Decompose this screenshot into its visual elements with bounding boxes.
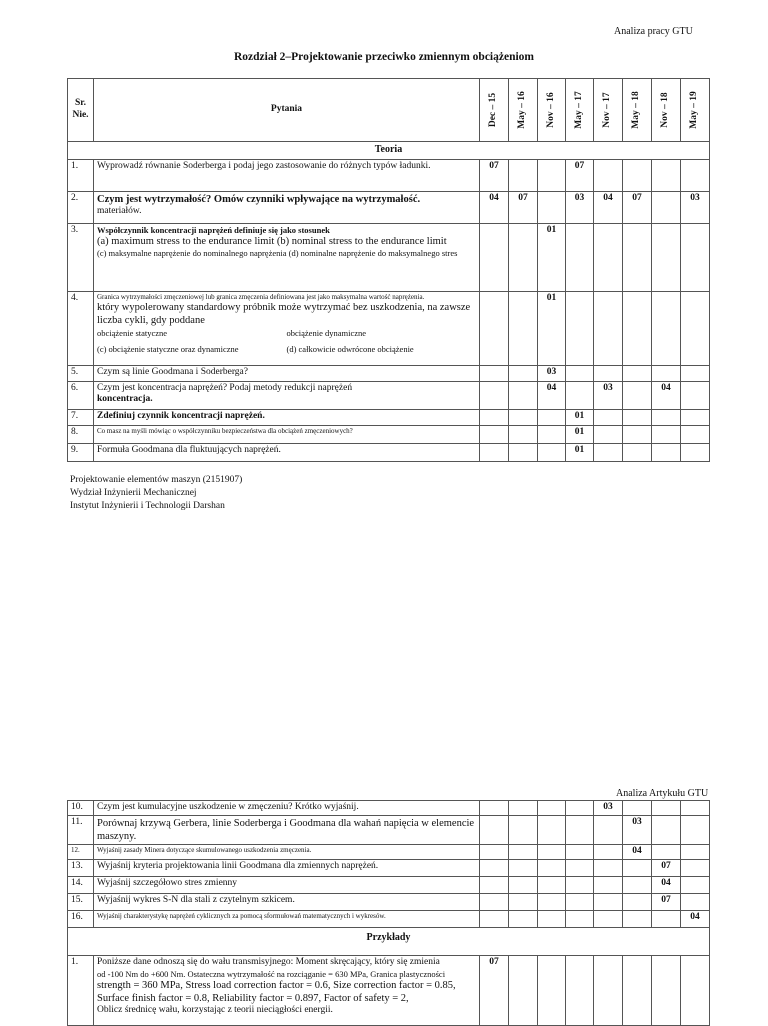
mark-cell: 01 [538, 223, 566, 291]
session-header: May – 17 [566, 79, 594, 142]
mark-cell [652, 291, 681, 365]
question-text: Wyprowadź równanie Soderberga i podaj jego zastosowanie do różnych typów ładunki. [94, 159, 480, 191]
mark-cell: 07 [480, 955, 509, 1025]
mark-cell: 01 [566, 443, 594, 461]
mark-cell [594, 845, 623, 860]
mark-cell: 03 [594, 381, 623, 409]
mark-cell [509, 801, 538, 816]
mark-cell: 07 [652, 894, 681, 911]
mark-cell [623, 894, 652, 911]
mark-cell [623, 291, 652, 365]
mark-cell [594, 816, 623, 845]
footer-department: Wydział Inżynierii Mechanicznej [70, 487, 197, 498]
table-row [68, 191, 710, 223]
table-row [68, 443, 710, 461]
mark-cell [652, 223, 681, 291]
table-row [68, 159, 710, 191]
mark-cell [538, 159, 566, 191]
table-row [68, 816, 710, 845]
mark-cell [538, 911, 566, 928]
mark-cell [681, 159, 710, 191]
table-row [68, 409, 710, 425]
row-number: 16. [68, 911, 94, 928]
mark-cell [566, 816, 594, 845]
mark-cell [566, 291, 594, 365]
mark-cell [538, 816, 566, 845]
table-row [68, 291, 710, 365]
mark-cell: 03 [623, 816, 652, 845]
mark-cell [623, 911, 652, 928]
mark-cell [594, 409, 623, 425]
mark-cell [509, 409, 538, 425]
mark-cell [594, 365, 623, 381]
row-number: 13. [68, 860, 94, 877]
mark-cell [480, 816, 509, 845]
row-number: 10. [68, 801, 94, 816]
mark-cell [652, 425, 681, 443]
mark-cell [538, 845, 566, 860]
row-number: 1. [68, 955, 94, 1025]
row-number: 11. [68, 816, 94, 845]
mark-cell [480, 409, 509, 425]
mark-cell: 01 [538, 291, 566, 365]
mark-cell [480, 894, 509, 911]
mark-cell [652, 191, 681, 223]
mark-cell [623, 409, 652, 425]
mark-cell: 03 [681, 191, 710, 223]
mark-cell [652, 801, 681, 816]
question-text: Czym jest wytrzymałość? Omów czynniki wpływające na wytrzymałość. materiałów. [94, 191, 480, 223]
mark-cell [509, 381, 538, 409]
mark-cell [594, 425, 623, 443]
mark-cell [509, 425, 538, 443]
mark-cell [480, 425, 509, 443]
mark-cell [509, 877, 538, 894]
mark-cell [509, 860, 538, 877]
mark-cell [509, 443, 538, 461]
mark-cell [681, 291, 710, 365]
mark-cell [566, 911, 594, 928]
mark-cell [509, 291, 538, 365]
mark-cell [623, 159, 652, 191]
question-text: Zdefiniuj czynnik koncentracji naprężeń. [94, 409, 480, 425]
mark-cell: 04 [623, 845, 652, 860]
mark-cell [538, 860, 566, 877]
session-header: Dec – 15 [480, 79, 509, 142]
footer-course: Projektowanie elementów maszyn (2151907) [70, 475, 243, 485]
mark-cell [594, 894, 623, 911]
mark-cell [594, 223, 623, 291]
question-text: Wyjaśnij zasady Minera dotyczące skumulowanego uszkodzenia zmęczenia. [94, 845, 480, 860]
mark-cell [480, 291, 509, 365]
mark-cell [594, 911, 623, 928]
mark-cell [623, 381, 652, 409]
mark-cell [594, 860, 623, 877]
row-number: 3. [68, 223, 94, 291]
question-text: Formuła Goodmana dla fluktuujących naprężeń. [94, 443, 480, 461]
row-number: 9. [68, 443, 94, 461]
mark-cell [681, 365, 710, 381]
mark-cell: 04 [681, 911, 710, 928]
mark-cell [480, 443, 509, 461]
row-number: 15. [68, 894, 94, 911]
mark-cell: 07 [480, 159, 509, 191]
table-row [68, 955, 710, 1025]
mark-cell [652, 443, 681, 461]
page-header-analysis: Analiza pracy GTU [614, 26, 693, 37]
mark-cell [480, 911, 509, 928]
page-footer [70, 474, 242, 512]
mark-cell [538, 894, 566, 911]
mark-cell: 04 [652, 381, 681, 409]
question-text: Czym są linie Goodmana i Soderberga? [94, 365, 480, 381]
question-text: Czym jest kumulacyjne uszkodzenie w zmęczeniu? Krótko wyjaśnij. [94, 801, 480, 816]
mark-cell: 04 [538, 381, 566, 409]
table-row [68, 845, 710, 860]
mark-cell [652, 409, 681, 425]
questions-table-page1 [67, 78, 710, 462]
example-text: Poniższe dane odnoszą się do wału transmisyjnego: Moment skręcający, który się zmienia od -100 Nm do +600 Nm. Ostateczna wytrzymałość na rozciąganie = 630 MPa, Granica plastyczności strength = 360 MPa, Stress load correction factor = 0.6, Size correction factor = 0.85, Surface finish factor = 0.8, Reliability factor = 0.897, Factor of safety = 2, Oblicz średnicę wału, korzystając z teorii nieciągłości energii. [94, 955, 480, 1025]
mark-cell: 01 [566, 409, 594, 425]
row-number: 4. [68, 291, 94, 365]
row-number: 14. [68, 877, 94, 894]
mark-cell [623, 223, 652, 291]
mark-cell [538, 409, 566, 425]
mark-cell [566, 860, 594, 877]
table-row [68, 223, 710, 291]
mark-cell: 07 [652, 860, 681, 877]
mark-cell [509, 845, 538, 860]
section-examples-heading: Przykłady [68, 928, 710, 956]
question-text: Wyjaśnij wykres S-N dla stali z czytelnym szkicem. [94, 894, 480, 911]
mark-cell [480, 877, 509, 894]
row-number: 6. [68, 381, 94, 409]
mark-cell [681, 860, 710, 877]
mark-cell [566, 365, 594, 381]
row-number: 12. [68, 845, 94, 860]
question-text: Współczynnik koncentracji naprężeń definiuje się jako stosunek (a) maximum stress to the endurance limit (b) nominal stress to the endurance limit (c) maksymalne naprężenie do nominalnego naprężenia (d) nominalne naprężenie do maksymalnego stres [94, 223, 480, 291]
row-number: 8. [68, 425, 94, 443]
chapter-title: Rozdział 2–Projektowanie przeciwko zmiennym obciążeniom [233, 51, 535, 63]
footer-institute: Instytut Inżynierii i Technologii Darshan [70, 500, 225, 511]
mark-cell [509, 911, 538, 928]
row-number: 5. [68, 365, 94, 381]
question-text: Porównaj krzywą Gerbera, linie Soderberga i Goodmana dla wahań napięcia w elemencie maszyny. [94, 816, 480, 845]
mark-cell [566, 801, 594, 816]
session-header: May – 16 [509, 79, 538, 142]
mark-cell [681, 223, 710, 291]
mark-cell: 03 [594, 801, 623, 816]
table-row [68, 381, 710, 409]
session-header: May – 18 [623, 79, 652, 142]
mark-cell [480, 223, 509, 291]
mark-cell [480, 381, 509, 409]
table-row [68, 877, 710, 894]
mark-cell [480, 365, 509, 381]
mark-cell [681, 381, 710, 409]
mark-cell [623, 860, 652, 877]
session-header: May – 19 [681, 79, 710, 142]
mark-cell [566, 845, 594, 860]
question-text: Co masz na myśli mówiąc o współczynniku bezpieczeństwa dla obciążeń zmęczeniowych? [94, 425, 480, 443]
mark-cell [681, 443, 710, 461]
mark-cell [681, 894, 710, 911]
page-header-analysis: Analiza Artykułu GTU [616, 788, 709, 799]
mark-cell [652, 911, 681, 928]
mark-cell: 03 [566, 191, 594, 223]
mark-cell [681, 425, 710, 443]
question-text: Granica wytrzymałości zmęczeniowej lub granica zmęczenia definiowana jest jako maksymalna wartość naprężenia. który wypolerowany standardowy próbnik może wytrzymać bez uszkodzenia, na zawsze liczba cykli, gdy poddane obciążenie statyczne obciążenie dynamiczne (c) obciążenie statyczne oraz dynamiczne (d) całkowicie odwrócone obciążenie [94, 291, 480, 365]
mark-cell [594, 877, 623, 894]
mark-cell [623, 801, 652, 816]
mark-cell [623, 425, 652, 443]
mark-cell: 04 [480, 191, 509, 223]
mark-cell: 07 [566, 159, 594, 191]
mark-cell [538, 443, 566, 461]
sr-header: Sr. Nie. [68, 79, 94, 142]
questions-table-page2 [67, 800, 710, 1026]
mark-cell [652, 845, 681, 860]
mark-cell [652, 365, 681, 381]
mark-cell [509, 159, 538, 191]
mark-cell [566, 223, 594, 291]
mark-cell [480, 860, 509, 877]
question-text: Czym jest koncentracja naprężeń? Podaj metody redukcji naprężeń koncentracja. [94, 381, 480, 409]
mark-cell [509, 816, 538, 845]
row-number: 2. [68, 191, 94, 223]
section-theory-heading: Teoria [68, 142, 710, 160]
table-row [68, 911, 710, 928]
question-text: Wyjaśnij szczegółowo stres zmienny [94, 877, 480, 894]
mark-cell [538, 801, 566, 816]
mark-cell [509, 894, 538, 911]
mark-cell: 04 [594, 191, 623, 223]
session-header: Nov – 17 [594, 79, 623, 142]
mark-cell: 07 [623, 191, 652, 223]
mark-cell [681, 816, 710, 845]
mark-cell [538, 425, 566, 443]
questions-header: Pytania [94, 79, 480, 142]
mark-cell [623, 877, 652, 894]
row-number: 7. [68, 409, 94, 425]
table-row [68, 894, 710, 911]
mark-cell [538, 191, 566, 223]
question-text: Wyjaśnij charakterystykę naprężeń cyklicznych za pomocą sformułowań matematycznych i wykresów. [94, 911, 480, 928]
mark-cell [480, 845, 509, 860]
table-row [68, 801, 710, 816]
row-number: 1. [68, 159, 94, 191]
mark-cell: 03 [538, 365, 566, 381]
mark-cell [594, 291, 623, 365]
mark-cell [594, 443, 623, 461]
table-row [68, 365, 710, 381]
mark-cell [538, 877, 566, 894]
mark-cell: 07 [509, 191, 538, 223]
mark-cell: 04 [652, 877, 681, 894]
mark-cell [623, 443, 652, 461]
mark-cell [480, 801, 509, 816]
mark-cell [566, 877, 594, 894]
mark-cell [681, 845, 710, 860]
mark-cell [623, 365, 652, 381]
mark-cell [566, 381, 594, 409]
mark-cell: 01 [566, 425, 594, 443]
mark-cell [681, 877, 710, 894]
mark-cell [594, 159, 623, 191]
table-row [68, 425, 710, 443]
mark-cell [509, 223, 538, 291]
mark-cell [566, 894, 594, 911]
mark-cell [652, 159, 681, 191]
mark-cell [681, 801, 710, 816]
table-row [68, 860, 710, 877]
question-text: Wyjaśnij kryteria projektowania linii Goodmana dla zmiennych naprężeń. [94, 860, 480, 877]
mark-cell [652, 816, 681, 845]
mark-cell [681, 409, 710, 425]
mark-cell [509, 365, 538, 381]
session-header: Nov – 18 [652, 79, 681, 142]
session-header: Nov – 16 [538, 79, 566, 142]
table-header-row [68, 79, 710, 142]
